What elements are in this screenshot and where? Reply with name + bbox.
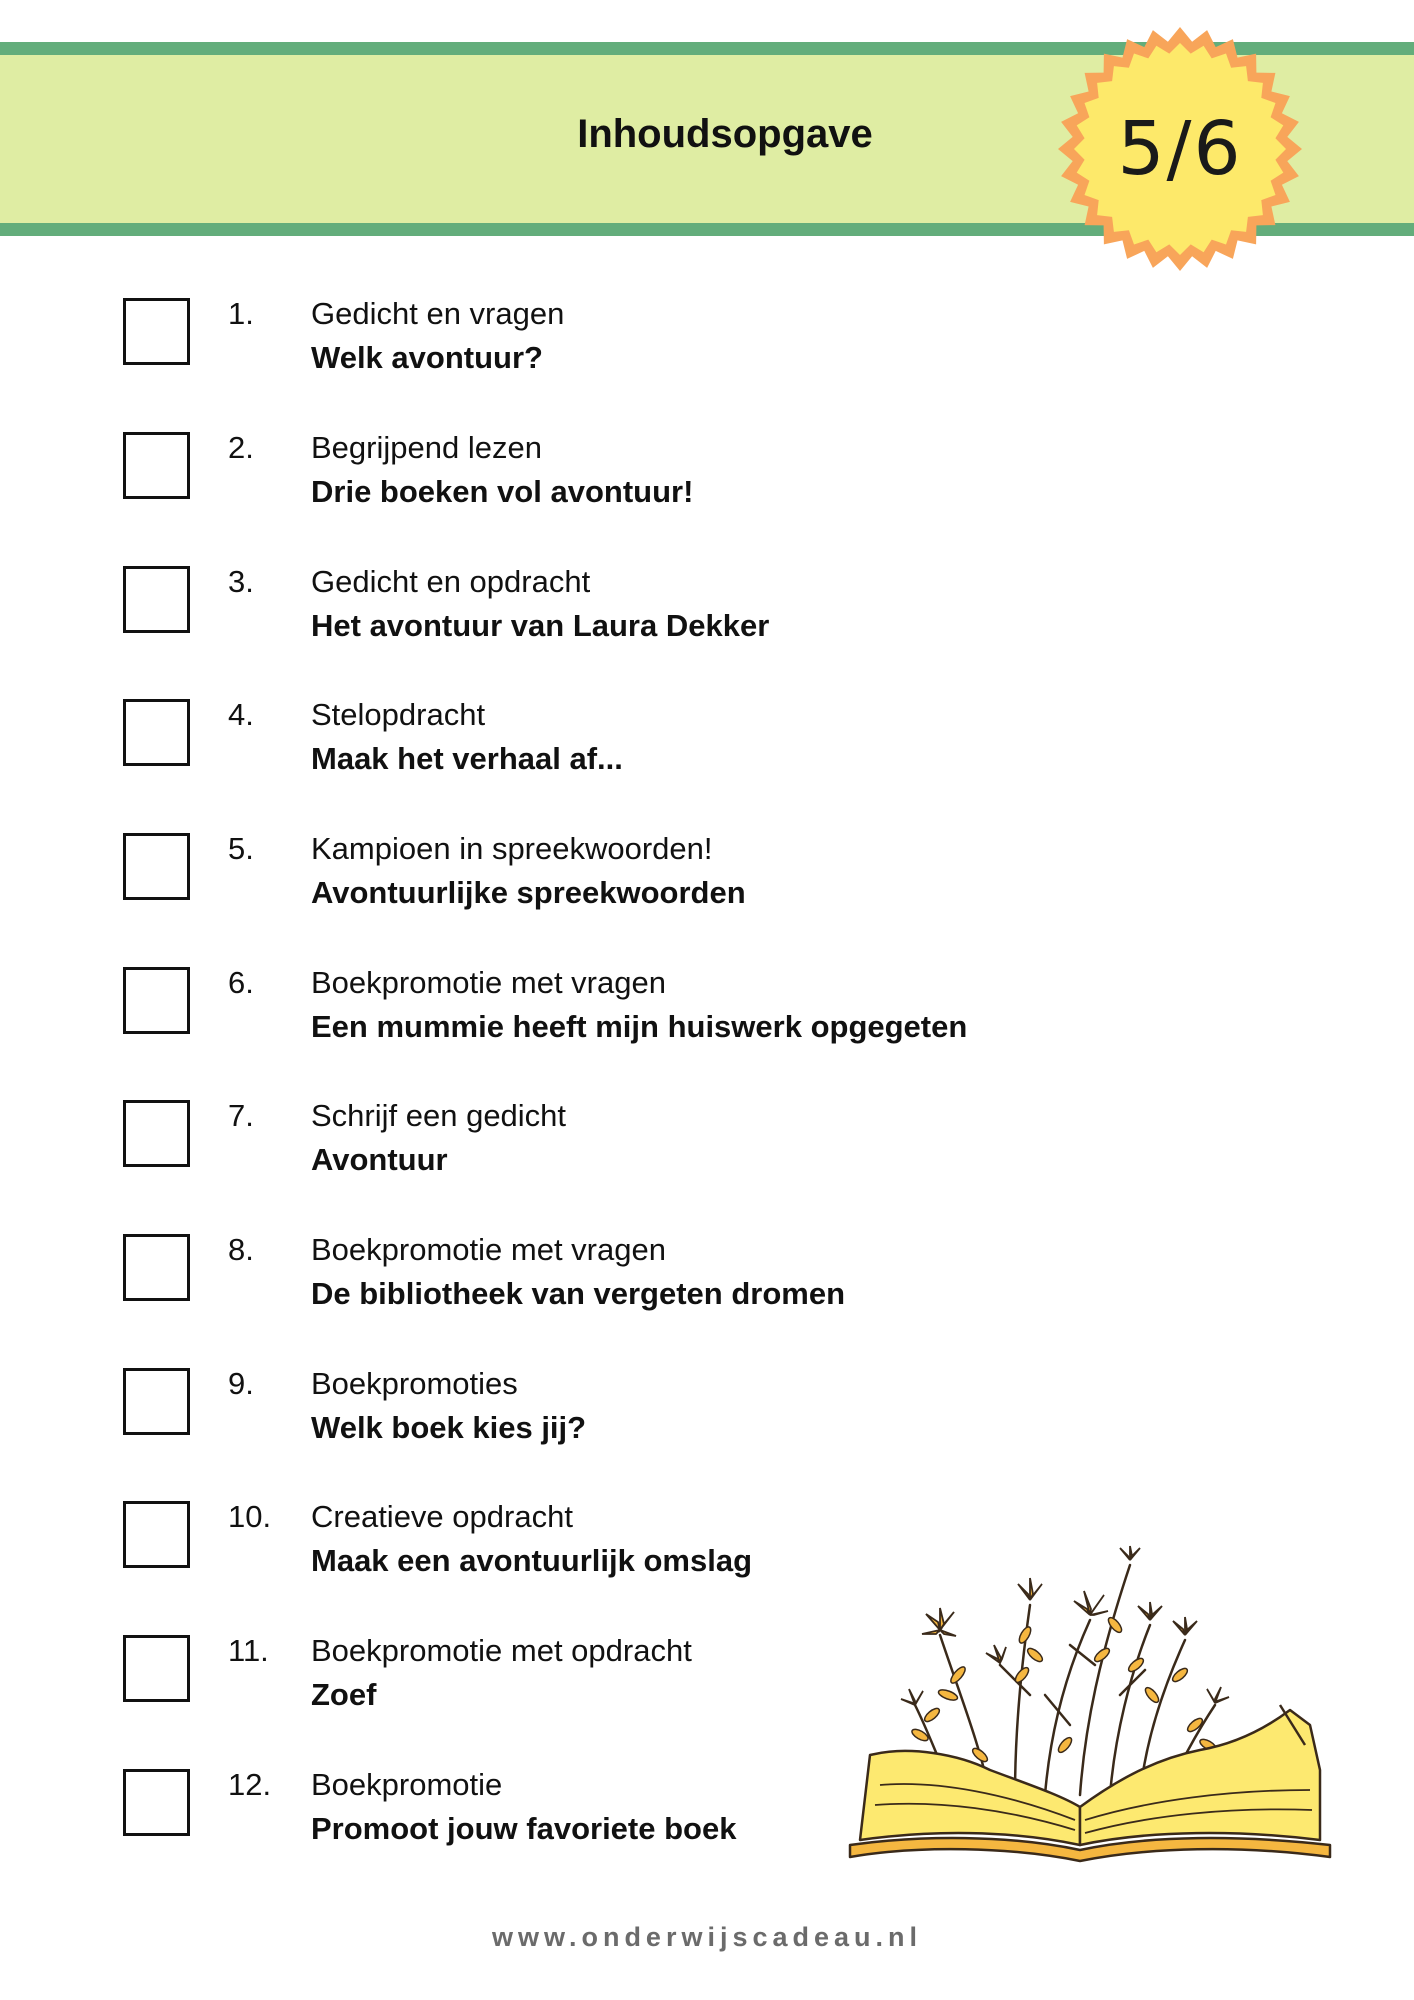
checkbox[interactable] — [123, 1368, 190, 1435]
item-category: Boekpromotie — [311, 1767, 503, 1802]
list-item — [0, 564, 1100, 698]
item-title: Avontuurlijke spreekwoorden — [311, 875, 746, 910]
checkbox[interactable] — [123, 298, 190, 365]
list-item — [0, 1098, 1100, 1232]
checkbox[interactable] — [123, 1769, 190, 1836]
item-category: Stelopdracht — [311, 697, 486, 732]
checkbox[interactable] — [123, 833, 190, 900]
item-title: Avontuur — [311, 1142, 448, 1177]
item-title: De bibliotheek van vergeten dromen — [311, 1276, 846, 1311]
badge-page-number: 5/6 — [1117, 106, 1243, 192]
open-book-with-flowers-icon — [840, 1545, 1340, 1865]
item-title: Promoot jouw favoriete boek — [311, 1811, 737, 1846]
list-item — [0, 1366, 1100, 1500]
list-item — [0, 831, 1100, 965]
page-badge — [1057, 26, 1303, 272]
item-title: Maak een avontuurlijk omslag — [311, 1543, 753, 1578]
item-title: Maak het verhaal af... — [311, 741, 623, 776]
item-number: 12. — [228, 1767, 272, 1802]
checkbox[interactable] — [123, 1635, 190, 1702]
item-number: 11. — [228, 1633, 269, 1668]
footer-website[interactable]: www.onderwijscadeau.nl — [491, 1922, 923, 1952]
item-title: Een mummie heeft mijn huiswerk opgegeten — [311, 1009, 968, 1044]
item-category: Gedicht en opdracht — [311, 564, 591, 599]
item-category: Gedicht en vragen — [311, 296, 565, 331]
item-category: Boekpromotie met vragen — [311, 1232, 666, 1267]
checkbox[interactable] — [123, 1234, 190, 1301]
list-item — [0, 965, 1100, 1099]
item-category: Schrijf een gedicht — [311, 1098, 567, 1133]
item-number: 1. — [228, 296, 254, 331]
checkbox[interactable] — [123, 432, 190, 499]
item-number: 10. — [228, 1499, 272, 1534]
item-category: Boekpromotie met vragen — [311, 965, 666, 1000]
page-title: Inhoudsopgave — [577, 112, 873, 156]
checkbox[interactable] — [123, 566, 190, 633]
item-number: 3. — [228, 564, 254, 599]
checkbox[interactable] — [123, 967, 190, 1034]
item-title: Drie boeken vol avontuur! — [311, 474, 694, 509]
item-title: Het avontuur van Laura Dekker — [311, 608, 770, 643]
item-title: Zoef — [311, 1677, 377, 1712]
list-item — [0, 1232, 1100, 1366]
list-item — [0, 430, 1100, 564]
item-number: 4. — [228, 697, 254, 732]
item-title: Welk boek kies jij? — [311, 1410, 587, 1445]
list-item — [0, 296, 1100, 430]
item-number: 9. — [228, 1366, 254, 1401]
item-number: 7. — [228, 1098, 254, 1133]
item-number: 6. — [228, 965, 254, 1000]
item-title: Welk avontuur? — [311, 340, 543, 375]
item-category: Begrijpend lezen — [311, 430, 542, 465]
item-number: 5. — [228, 831, 254, 866]
item-category: Kampioen in spreekwoorden! — [311, 831, 713, 866]
item-category: Boekpromotie met opdracht — [311, 1633, 692, 1668]
checkbox[interactable] — [123, 1501, 190, 1568]
checkbox[interactable] — [123, 699, 190, 766]
checkbox[interactable] — [123, 1100, 190, 1167]
item-number: 2. — [228, 430, 254, 465]
list-item — [0, 697, 1100, 831]
item-category: Boekpromoties — [311, 1366, 518, 1401]
item-category: Creatieve opdracht — [311, 1499, 573, 1534]
item-number: 8. — [228, 1232, 254, 1267]
